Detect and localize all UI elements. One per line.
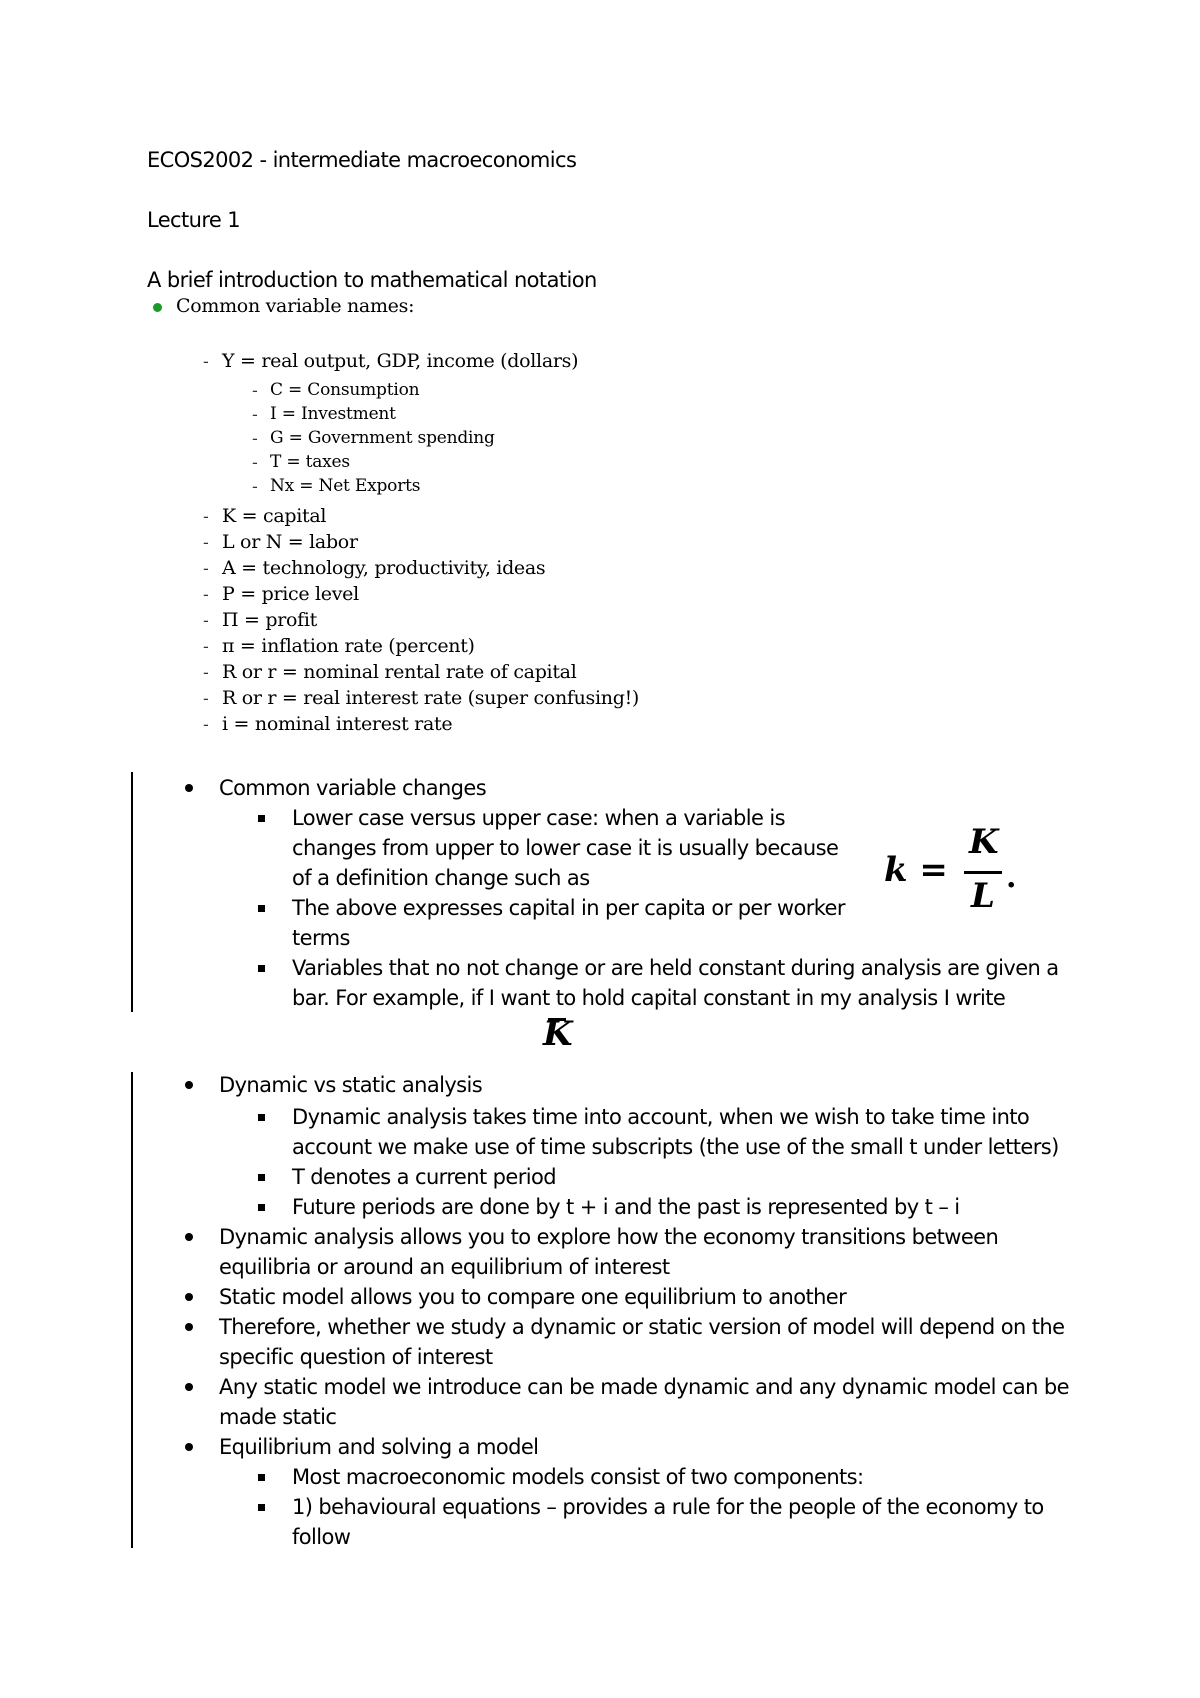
dynamic-heading: Dynamic vs static analysis	[219, 1073, 483, 1097]
variable-nx: Nx = Net Exports	[270, 476, 421, 496]
bullet-icon	[185, 1443, 193, 1451]
variables-heading: Common variable names:	[176, 295, 415, 317]
changes-item2-line1: The above expresses capital in per capita or per worker	[292, 896, 845, 920]
formula-numerator: K	[969, 822, 999, 862]
section-title: A brief introduction to mathematical notation	[147, 268, 597, 292]
square-bullet-icon	[258, 1174, 265, 1181]
dynamic-sub1-line2: account we make use of time subscripts (the use of the small t under letters)	[292, 1135, 1059, 1159]
dynamic-bullet2: Static model allows you to compare one equilibrium to another	[219, 1285, 847, 1309]
variable-i: I = Investment	[270, 404, 396, 424]
bullet-icon	[185, 1293, 193, 1301]
changes-item3-line2: bar. For example, if I want to hold capital constant in my analysis I write	[292, 986, 1006, 1010]
square-bullet-icon	[258, 965, 265, 972]
bullet-icon	[185, 1383, 193, 1391]
variable-inflation: π = inflation rate (percent)	[222, 635, 475, 657]
square-bullet-icon	[258, 1474, 265, 1481]
dynamic-bullet1-line2: equilibria or around an equilibrium of interest	[219, 1255, 670, 1279]
changes-item1-line2: changes from upper to lower case it is usually because	[292, 836, 839, 860]
dash-icon: -	[203, 663, 209, 683]
dynamic-sub2: T denotes a current period	[292, 1165, 556, 1189]
variable-profit: Π = profit	[222, 609, 317, 631]
square-bullet-icon	[258, 815, 265, 822]
k-bar-letter: K	[543, 1014, 573, 1054]
variable-y: Y = real output, GDP, income (dollars)	[222, 350, 579, 372]
lecture-title: Lecture 1	[147, 208, 241, 232]
changes-item3-line1: Variables that no not change or are held constant during analysis are given a	[292, 956, 1059, 980]
dash-icon: -	[203, 585, 209, 605]
bullet-icon	[185, 1323, 193, 1331]
dash-icon: -	[203, 689, 209, 709]
dynamic-sub3: Future periods are done by t + i and the past is represented by t – i	[292, 1195, 960, 1219]
dynamic-bullet4-line2: made static	[219, 1405, 337, 1429]
variable-rental-rate: R or r = nominal rental rate of capital	[222, 661, 577, 683]
dash-icon: -	[203, 611, 209, 631]
dash-icon: -	[203, 352, 209, 372]
fraction-bar	[964, 871, 1002, 874]
bullet-icon	[185, 784, 193, 792]
bullet-icon	[185, 1233, 193, 1241]
variable-nominal-interest: i = nominal interest rate	[222, 713, 453, 735]
model-sub2-line1: 1) behavioural equations – provides a rule for the people of the economy to	[292, 1495, 1044, 1519]
square-bullet-icon	[258, 905, 265, 912]
dynamic-bullet3-line1: Therefore, whether we study a dynamic or static version of model will depend on the	[219, 1315, 1065, 1339]
variable-real-interest: R or r = real interest rate (super confusing!)	[222, 687, 640, 709]
square-bullet-icon	[258, 1504, 265, 1511]
changes-heading: Common variable changes	[219, 776, 487, 800]
bullet-icon	[185, 1081, 193, 1089]
dynamic-bullet3-line2: specific question of interest	[219, 1345, 493, 1369]
margin-change-bar	[131, 772, 133, 1012]
variable-g: G = Government spending	[270, 428, 495, 448]
formula-lhs: k =	[884, 850, 948, 890]
dynamic-bullet5: Equilibrium and solving a model	[219, 1435, 539, 1459]
formula-period: .	[1006, 860, 1017, 895]
model-sub1: Most macroeconomic models consist of two components:	[292, 1465, 864, 1489]
variable-p: P = price level	[222, 583, 359, 605]
model-sub2-line2: follow	[292, 1525, 351, 1549]
changes-item1-line3: of a definition change such as	[292, 866, 590, 890]
changes-item2-line2: terms	[292, 926, 350, 950]
formula-denominator: L	[971, 876, 995, 916]
dash-icon: -	[203, 637, 209, 657]
dash-icon: -	[203, 533, 209, 553]
variable-k: K = capital	[222, 505, 327, 527]
variable-c: C = Consumption	[270, 380, 420, 400]
dash-icon: -	[203, 715, 209, 735]
margin-change-bar	[131, 1072, 133, 1548]
variable-a: A = technology, productivity, ideas	[222, 557, 546, 579]
green-bullet-icon	[153, 303, 162, 312]
dash-icon: -	[252, 477, 258, 497]
dynamic-bullet1-line1: Dynamic analysis allows you to explore how the economy transitions between	[219, 1225, 999, 1249]
dash-icon: -	[252, 429, 258, 449]
square-bullet-icon	[258, 1114, 265, 1121]
dynamic-bullet4-line1: Any static model we introduce can be made dynamic and any dynamic model can be	[219, 1375, 1069, 1399]
dash-icon: -	[252, 405, 258, 425]
dash-icon: -	[252, 453, 258, 473]
dash-icon: -	[203, 559, 209, 579]
dash-icon: -	[252, 381, 258, 401]
dash-icon: -	[203, 507, 209, 527]
course-title: ECOS2002 - intermediate macroeconomics	[147, 148, 577, 172]
dynamic-sub1-line1: Dynamic analysis takes time into account, when we wish to take time into	[292, 1105, 1030, 1129]
changes-item1-line1: Lower case versus upper case: when a variable is	[292, 806, 785, 830]
variable-t: T = taxes	[270, 452, 350, 472]
square-bullet-icon	[258, 1204, 265, 1211]
variable-l: L or N = labor	[222, 531, 358, 553]
